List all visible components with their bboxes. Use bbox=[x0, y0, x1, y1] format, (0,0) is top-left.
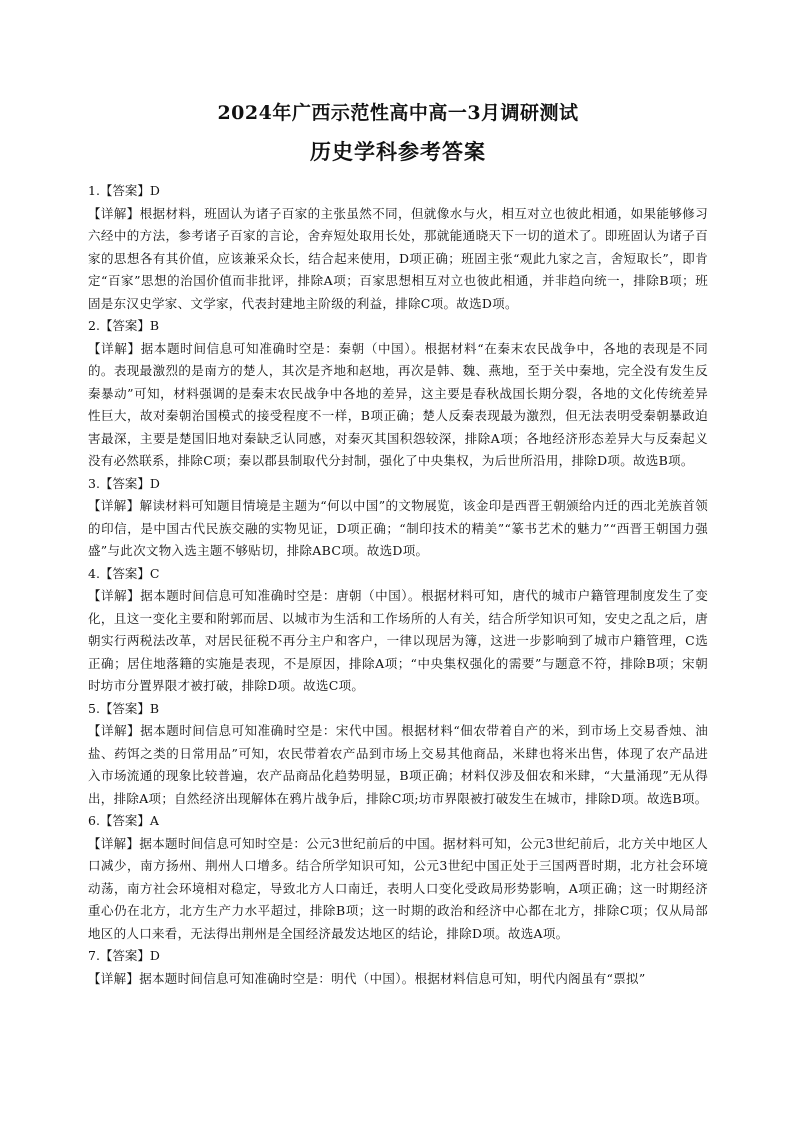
explanation-1: 【详解】根据材料，班固认为诸子百家的主张虽然不同，但就像水与火，相互对立也彼此相通，如果能够修习六经中的方法，参考诸子百家的言论，舍弃短处取用长处，那就能通晓天下一切的道术了。即班固认为诸子百家的思想各有其价值，应该兼采众长，结合起来使用，D项正确；班固主张“观此九家之言，舍短取长”，即肯定“百家”思想的治国价值而非批评，排除A项；百家思想相互对立也彼此相通，并非趋向统一，排除B项；班固是东汉史学家、文学家，代表封建地主阶级的利益，排除C项。故选D项。 bbox=[88, 205, 708, 311]
document-subtitle: 历史学科参考答案 bbox=[310, 139, 486, 164]
answer-line-1: 1.【答案】D bbox=[88, 183, 160, 198]
answer-line-5: 5.【答案】B bbox=[88, 700, 160, 716]
explanation-2: 【详解】据本题时间信息可知准确时空是：秦朝（中国）。根据材料“在秦末农民战争中，各地的表现是不同的。表现最激烈的是南方的楚人，其次是齐地和赵地，再次是韩、魏、燕地，至于关中秦地，完全没有发生反秦暴动”可知，材料强调的是秦末农民战争中各地的差异，这主要是春秋战国长期分裂，各地的文化传统差异性巨大，故对秦朝治国模式的接受程度不一样，B项正确；楚人反秦表现最为激烈，但无法表明受秦朝暴政迫害最深，主要是楚国旧地对秦缺乏认同感，对秦灭其国积怨较深，排除A项；各地经济形态差异大与反秦起义没有必然联系，排除C项；秦以郡县制取代分封制，强化了中央集权，为后世所沿用，排除D项。故选B项。 bbox=[88, 340, 708, 468]
answer-line-7: 7.【答案】D bbox=[88, 948, 160, 963]
explanation-4: 【详解】据本题时间信息可知准确时空是：唐朝（中国）。根据材料可知，唐代的城市户籍管理制度发生了变化，且这一变化主要和附郭而居、以城市为生活和工作场所的人有关，结合所学知识可知，安史之乱之后，唐朝实行两税法改革，对居民征税不再分主户和客户，一律以现居为簿，这进一步影响到了城市户籍管理，C选正确；居住地落籍的实施是表现，不是原因，排除A项；“中央集权强化的需要”与题意不符，排除B项；宋朝时坊市分置界限才被打破，排除D项。故选C项。 bbox=[88, 588, 708, 693]
answer-line-6: 6.【答案】A bbox=[88, 813, 159, 828]
answer-line-4: 4.【答案】C bbox=[88, 565, 160, 581]
explanation-7: 【详解】据本题时间信息可知准确时空是：明代（中国）。根据材料信息可知，明代内阁虽有“票拟” bbox=[88, 970, 646, 986]
answer-line-3: 3.【答案】D bbox=[88, 475, 160, 491]
explanation-3: 【详解】解读材料可知题目情境是主题为“何以中国”的文物展览，该金印是西晋王朝颁给内迁的西北羌族首领的印信，是中国古代民族交融的实物见证，D项正确；“制印技术的精美”“篆书艺术的魅力”“西晋王朝国力强盛”与此次文物入选主题不够贴切，排除ABC项。故选D项。 bbox=[88, 498, 708, 558]
document-title: 2024年广西示范性高中高一3月调研测试 bbox=[217, 102, 579, 124]
explanation-6: 【详解】据本题时间信息可知时空是：公元3世纪前后的中国。据材料可知，公元3世纪前后，北方关中地区人口减少，南方扬州、荆州人口增多。结合所学知识可知，公元3世纪中国正处于三国两晋时期，北方社会环境动荡，南方社会环境相对稳定，导致北方人口南迁，表明人口变化受政局形势影响，A项正确；这一时期经济重心仍在北方，北方生产力水平超过，排除B项；这一时期的政治和经济中心都在北方，排除C项；仅从局部地区的人口来看，无法得出荆州是全国经济最发达地区的结论，排除D项。故选A项。 bbox=[88, 835, 708, 941]
answer-line-2: 2.【答案】B bbox=[88, 318, 160, 333]
explanation-5: 【详解】据本题时间信息可知准确时空是：宋代中国。根据材料“佃农带着自产的米，到市场上交易香烛、油盐、药饵之类的日常用品”可知，农民带着农产品到市场上交易其他商品，米肆也将米出售，体现了农产品进入市场流通的现象比较普遍，农产品商品化趋势明显，B项正确；材料仅涉及佃农和米肆，“大量涌现”无从得出，排除A项；自然经济出现解体在鸦片战争后，排除C项;坊市界限被打破发生在城市，排除D项。故选B项。 bbox=[88, 723, 708, 806]
